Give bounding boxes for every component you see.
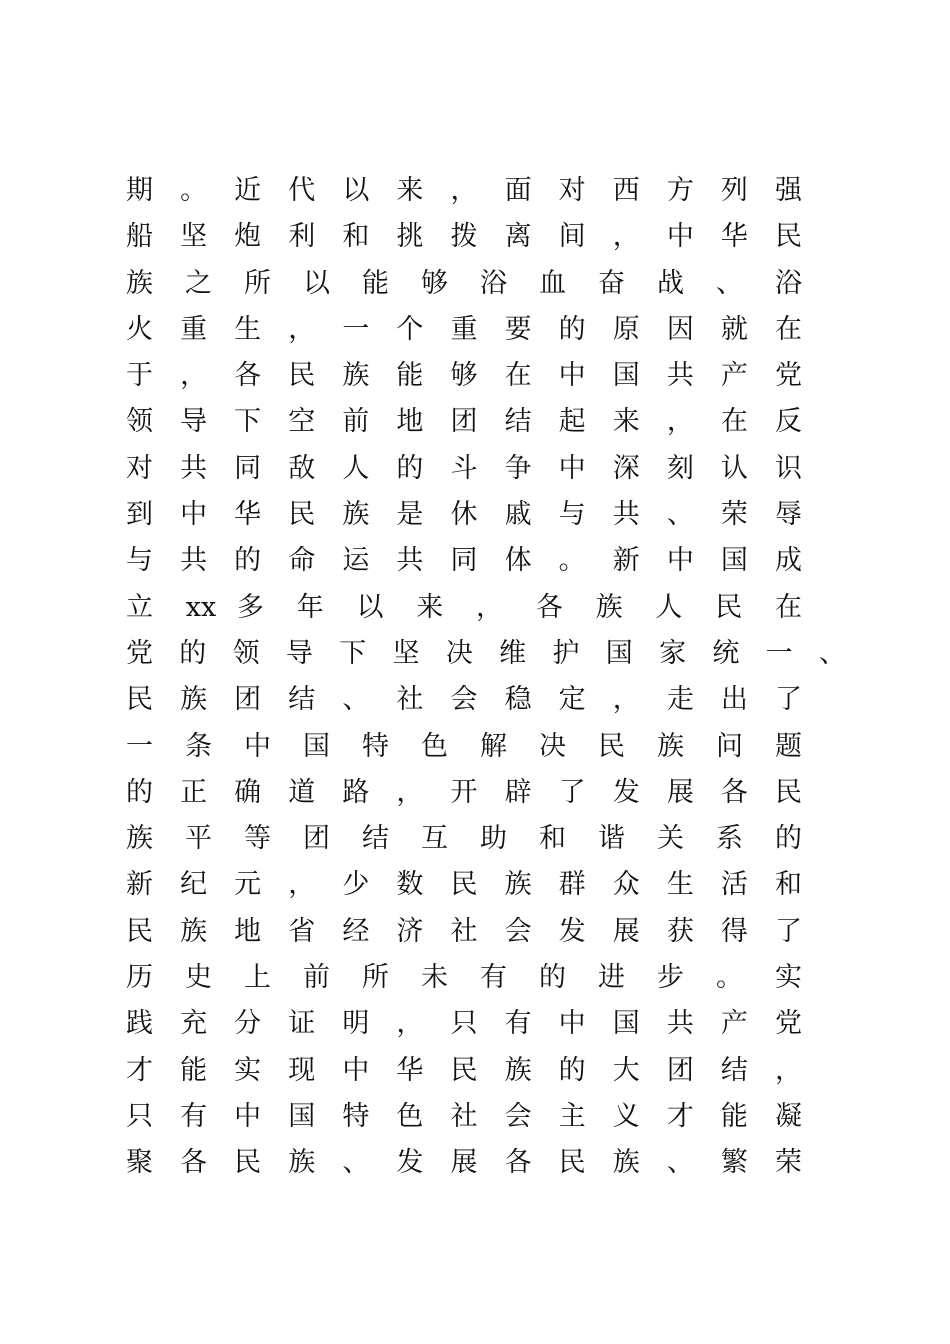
text-line: 领 导 下 空 前 地 团 结 起 来 ， 在 反 <box>126 406 802 438</box>
text-line: 于 ， 各 民 族 能 够 在 中 国 共 产 党 <box>126 360 802 392</box>
body-text <box>126 168 846 1187</box>
text-line: 才 能 实 现 中 华 民 族 的 大 团 结 ， <box>126 1054 802 1086</box>
text-line: 党 的 领 导 下 坚 决 维 护 国 家 统 一 、 <box>126 637 846 669</box>
text-line: 船 坚 炮 利 和 挑 拨 离 间 ， 中 华 民 <box>126 221 802 253</box>
text-line: 聚 各 民 族 、 发 展 各 民 族 、 繁 荣 <box>126 1147 802 1179</box>
text-line: 到 中 华 民 族 是 休 戚 与 共 、 荣 辱 <box>126 499 802 531</box>
text-line: 一 条 中 国 特 色 解 决 民 族 问 题 <box>126 730 802 762</box>
text-line: 火 重 生 ， 一 个 重 要 的 原 因 就 在 <box>126 313 802 345</box>
text-line: 民 族 地 省 经 济 社 会 发 展 获 得 了 <box>126 915 802 947</box>
text-line: 族 平 等 团 结 互 助 和 谐 关 系 的 <box>126 823 802 855</box>
text-line: 族 之 所 以 能 够 浴 血 奋 战 、 浴 <box>126 267 802 299</box>
text-line: 历 史 上 前 所 未 有 的 进 步 。 实 <box>126 962 802 994</box>
text-line: 只 有 中 国 特 色 社 会 主 义 才 能 凝 <box>126 1100 802 1132</box>
text-line: 立 xx 多 年 以 来 ， 各 族 人 民 在 <box>126 591 802 623</box>
text-line: 新 纪 元 ， 少 数 民 族 群 众 生 活 和 <box>126 869 802 901</box>
text-line: 民 族 团 结 、 社 会 稳 定 ， 走 出 了 <box>126 684 802 716</box>
text-line: 对 共 同 敌 人 的 斗 争 中 深 刻 认 识 <box>126 452 802 484</box>
text-line: 践 充 分 证 明 ， 只 有 中 国 共 产 党 <box>126 1008 802 1040</box>
text-line: 的 正 确 道 路 ， 开 辟 了 发 展 各 民 <box>126 776 802 808</box>
text-line: 与 共 的 命 运 共 同 体 。 新 中 国 成 <box>126 545 802 577</box>
text-line: 期 。 近 代 以 来 ， 面 对 西 方 列 强 <box>126 175 802 206</box>
